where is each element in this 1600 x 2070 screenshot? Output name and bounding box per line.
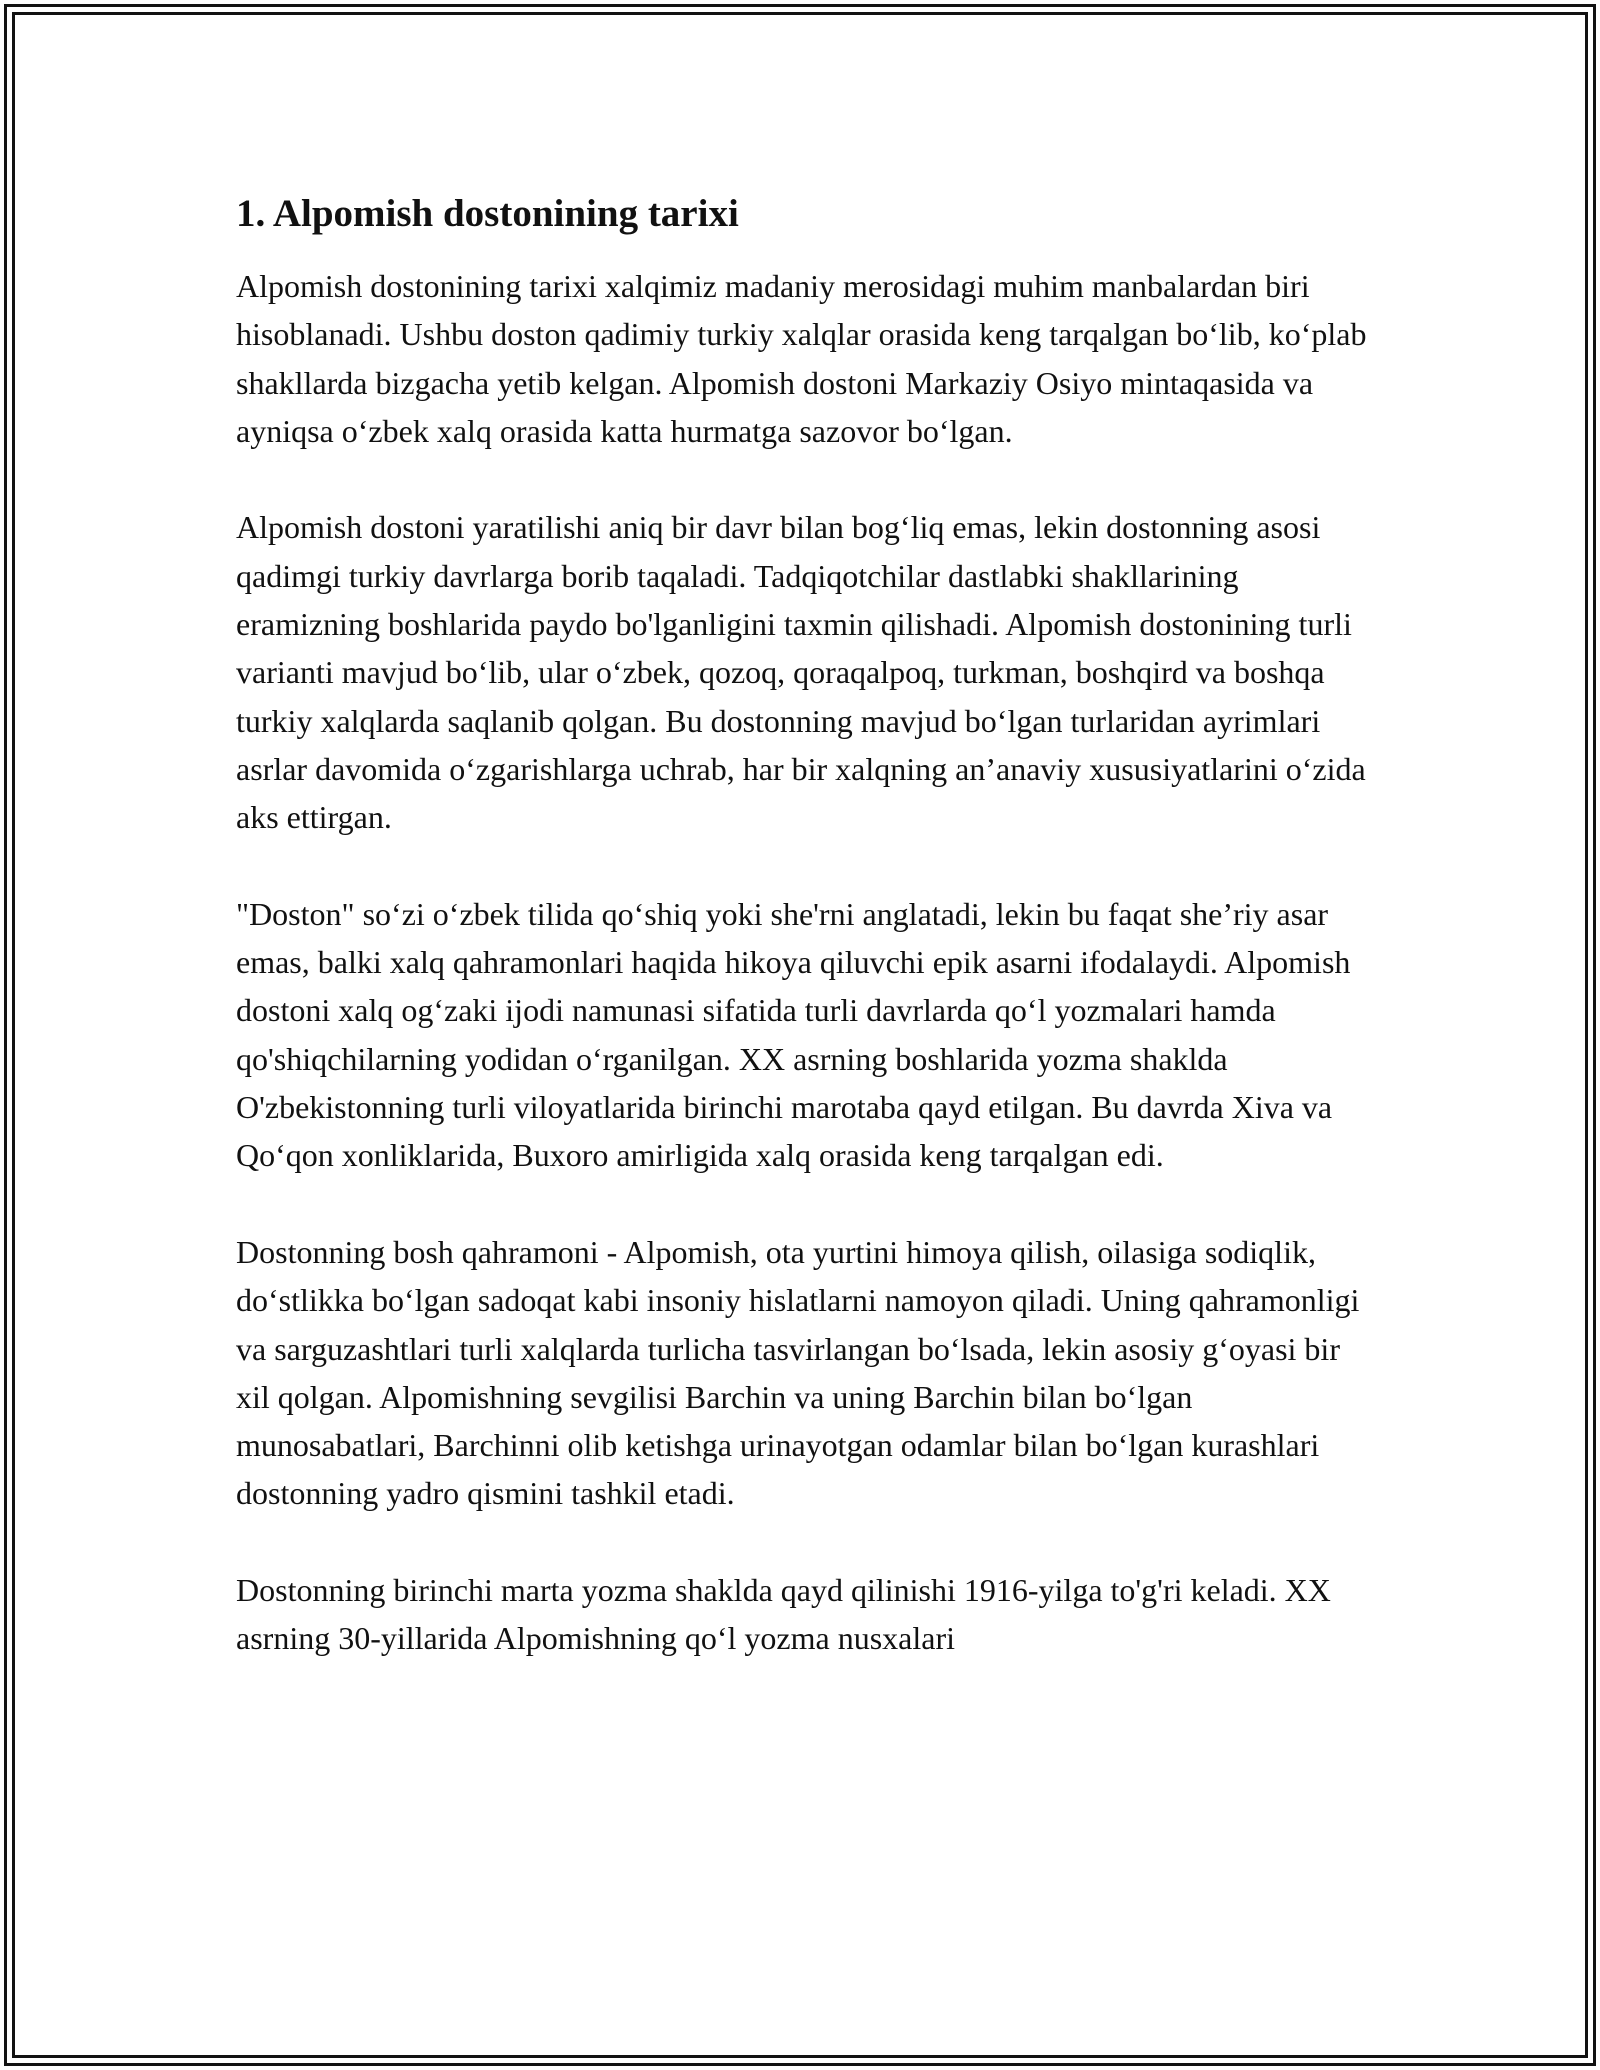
section-heading: 1. Alpomish dostonining tarixi <box>236 192 739 235</box>
paragraph-doston-meaning: "Doston" so‘zi o‘zbek tilida qo‘shiq yoki she'rni anglatadi, lekin bu faqat she’riy asar emas, balki xalq qahramonlari haqida hikoya qiluvchi epik asarni ifodalaydi. Alpomish dostoni xalq og‘zaki ijodi namunasi sifatida turli davrlarda qo‘l yozmalari hamda qo'shiqchilarning yodidan o‘rganilgan. XX asrning boshlarida yozma shaklda O'zbekistonning turli viloyatlarida birinchi marotaba qayd etilgan. Bu davrda Xiva va Qo‘qon xonliklarida, Buxoro amirligida xalq orasida keng tarqalgan edi. <box>236 895 1351 1174</box>
paragraph-first-record: Dostonning birinchi marta yozma shaklda qayd qilinishi 1916-yilga to'g'ri keladi. XX asrning 30-yillarida Alpomishning qo‘l yozma nusxalari <box>236 1572 1331 1657</box>
paragraph-history-intro: Alpomish dostonining tarixi xalqimiz madaniy merosidagi muhim manbalardan biri hisoblanadi. Ushbu doston qadimiy turkiy xalqlar orasida keng tarqalgan bo‘lib, ko‘plab shakllarda bizgacha yetib kelgan. Alpomish dostoni Markaziy Osiyo mintaqasida va ayniqsa o‘zbek xalq orasida katta hurmatga sazovor bo‘lgan. <box>236 268 1367 449</box>
paragraph-origins: Alpomish dostoni yaratilishi aniq bir davr bilan bog‘liq emas, lekin dostonning asosi qadimgi turkiy davrlarga borib taqaladi. Tadqiqotchilar dastlabki shakllarining eramizning boshlarida paydo bo'lganligini taxmin qilishadi. Alpomish dostonining turli varianti mavjud bo‘lib, ular o‘zbek, qozoq, qoraqalpoq, turkman, boshqird va boshqa turkiy xalqlarda saqlanib qolgan. Bu dostonning mavjud bo‘lgan turlaridan ayrimlari asrlar davomida o‘zgarishlarga uchrab, har bir xalqning an’anaviy xususiyatlarini o‘zida aks ettirgan. <box>236 509 1366 836</box>
document-body <box>236 186 1376 1711</box>
paragraph-main-hero: Dostonning bosh qahramoni - Alpomish, ota yurtini himoya qilish, oilasiga sodiqlik, do‘stlikka bo‘lgan sadoqat kabi insoniy hislatlarni namoyon qiladi. Uning qahramonligi va sarguzashtlari turli xalqlarda turlicha tasvirlangan bo‘lsada, lekin asosiy g‘oyasi bir xil qolgan. Alpomishning sevgilisi Barchin va uning Barchin bilan bo‘lgan munosabatlari, Barchinni olib ketishga urinayotgan odamlar bilan bo‘lgan kurashlari dostonning yadro qismini tashkil etadi. <box>236 1233 1360 1512</box>
